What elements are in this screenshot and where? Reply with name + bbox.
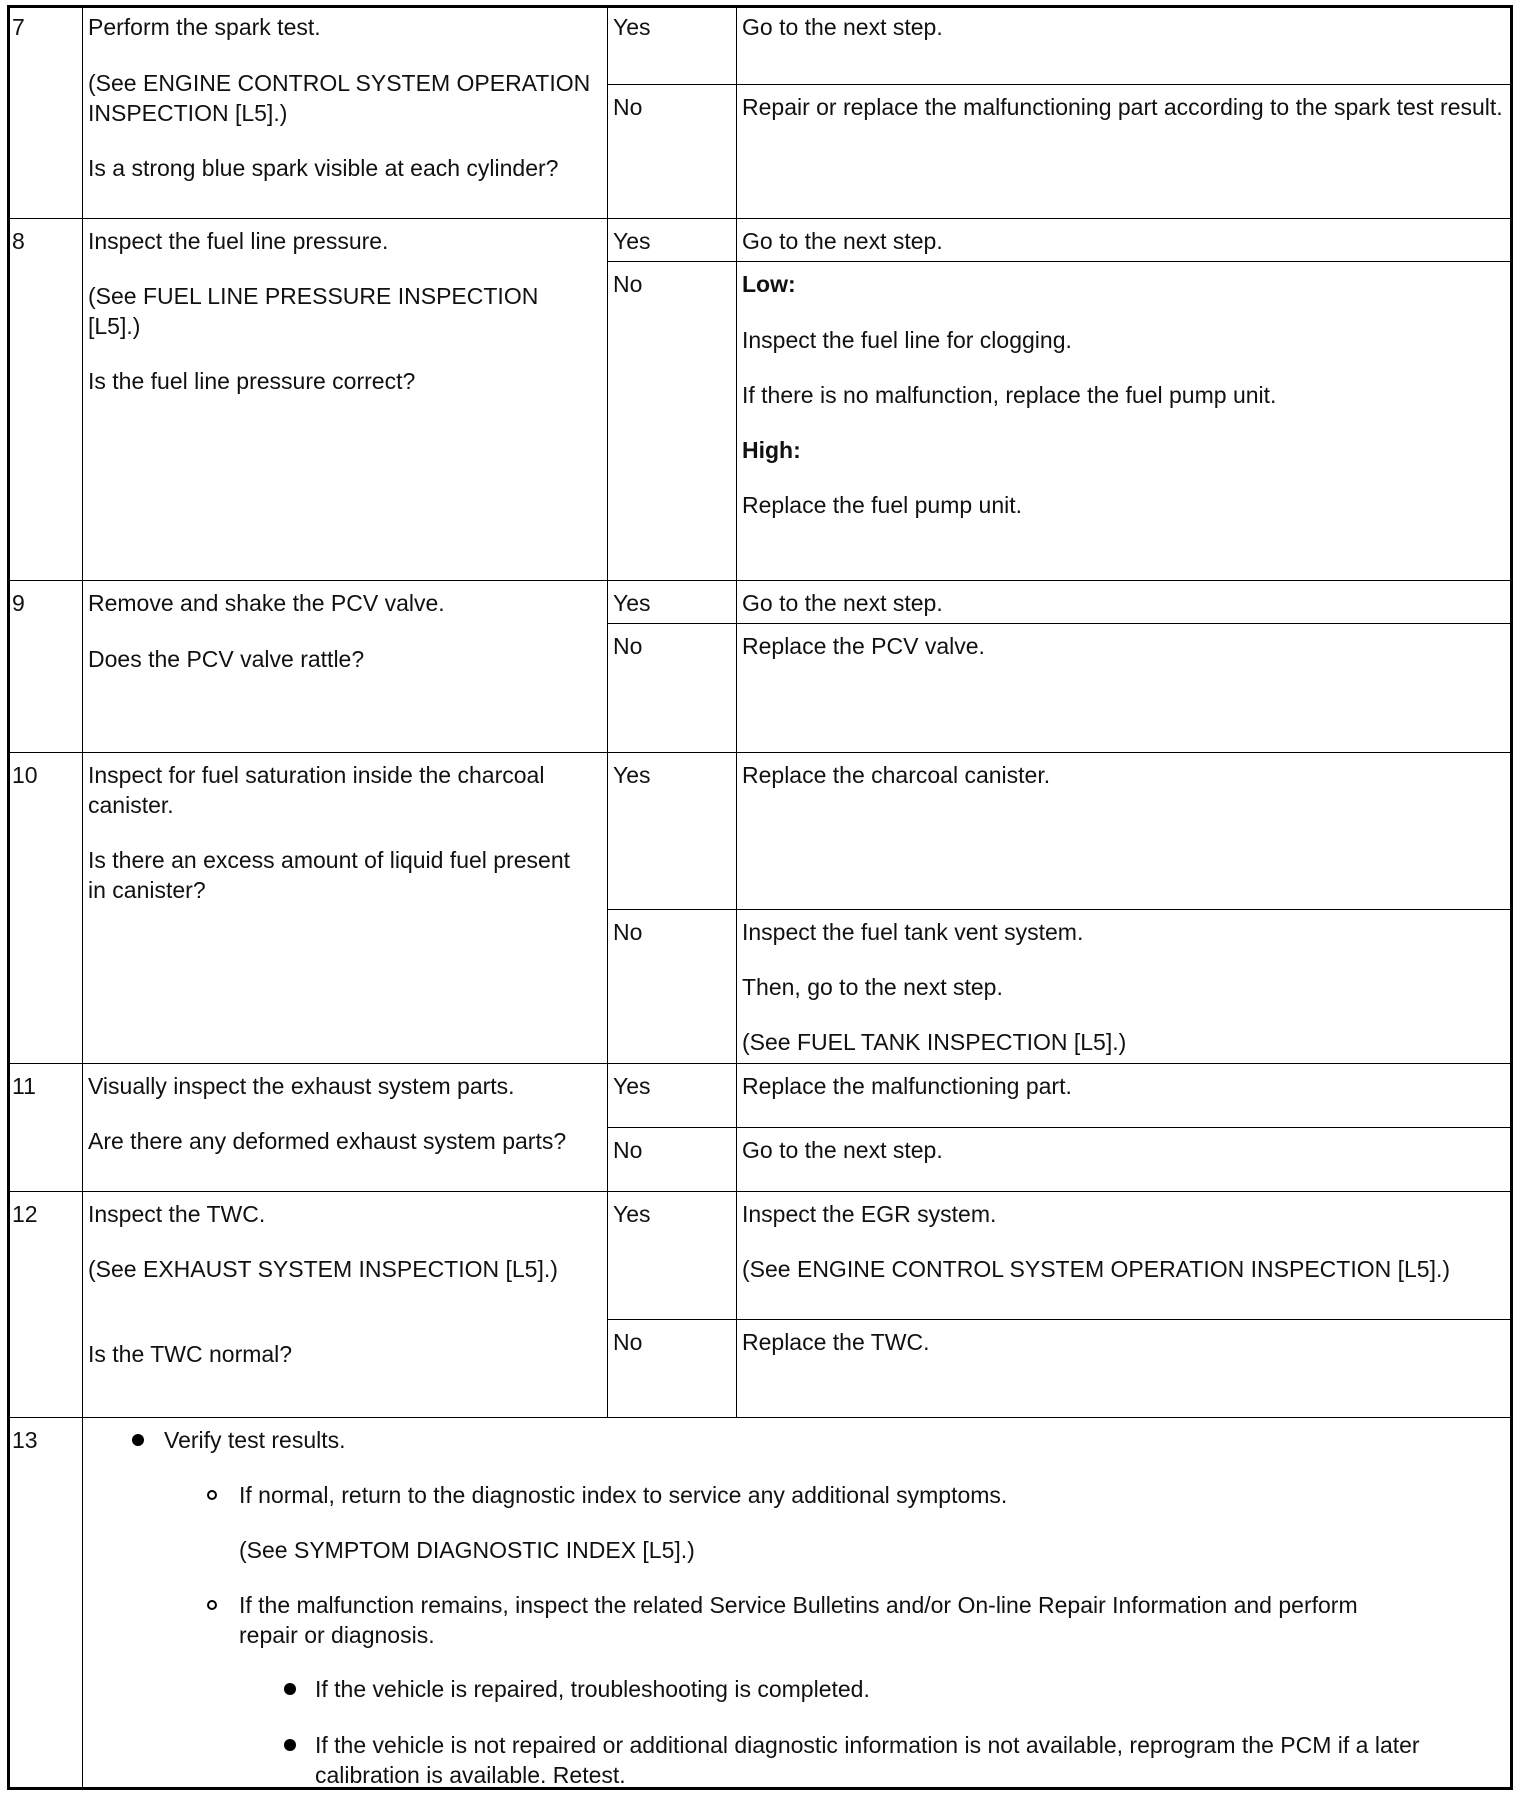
yes-no-divider	[607, 261, 1513, 262]
row-divider	[7, 1063, 1513, 1064]
bullet-icon	[132, 1434, 144, 1446]
step-question: Is the fuel line pressure correct?	[88, 368, 416, 394]
yes-label: Yes	[613, 1073, 651, 1099]
normal-text: If normal, return to the diagnostic index to service any additional symptoms.	[239, 1482, 1008, 1508]
low-heading: Low:	[742, 271, 796, 297]
step-number: 10	[12, 762, 38, 788]
no-result: Go to the next step.	[742, 1137, 943, 1163]
step-question: Is there an excess amount of liquid fuel present in canister?	[88, 847, 571, 903]
yes-result: (See ENGINE CONTROL SYSTEM OPERATION INSPECTION [L5].)	[742, 1256, 1451, 1282]
step-number: 13	[12, 1427, 38, 1453]
remains-text: If the malfunction remains, inspect the related Service Bulletins and/or On-line Repair Information and perform repair or diagnosis.	[239, 1592, 1358, 1648]
row-divider	[7, 580, 1513, 581]
row-divider	[7, 218, 1513, 219]
normal-reference: (See SYMPTOM DIAGNOSTIC INDEX [L5].)	[239, 1537, 695, 1563]
bullet-icon	[284, 1739, 296, 1751]
bullet-icon	[284, 1683, 296, 1695]
yes-label: Yes	[613, 590, 651, 616]
step-reference: (See ENGINE CONTROL SYSTEM OPERATION INSPECTION [L5].)	[88, 70, 591, 126]
step-number: 9	[12, 590, 25, 616]
yes-label: Yes	[613, 1201, 651, 1227]
no-label: No	[613, 1329, 643, 1355]
step-number: 8	[12, 228, 25, 254]
step-action: Perform the spark test.	[88, 14, 321, 40]
no-label: No	[613, 919, 643, 945]
yes-label: Yes	[613, 228, 651, 254]
yes-result: Replace the charcoal canister.	[742, 762, 1051, 788]
no-result: If there is no malfunction, replace the fuel pump unit.	[742, 382, 1277, 408]
step-action: Inspect for fuel saturation inside the charcoal canister.	[88, 762, 545, 818]
no-result: Inspect the fuel line for clogging.	[742, 327, 1072, 353]
no-label: No	[613, 271, 643, 297]
step-question: Are there any deformed exhaust system parts?	[88, 1128, 567, 1154]
column-divider	[607, 5, 608, 1417]
step-number: 11	[12, 1073, 36, 1099]
yes-result: Replace the malfunctioning part.	[742, 1073, 1072, 1099]
step-question: Is a strong blue spark visible at each cylinder?	[88, 155, 559, 181]
yes-no-divider	[607, 1319, 1513, 1320]
row-divider	[7, 752, 1513, 753]
repaired-text: If the vehicle is repaired, troubleshooting is completed.	[315, 1676, 870, 1702]
no-result: Replace the TWC.	[742, 1329, 930, 1355]
row-divider	[7, 1417, 1513, 1418]
no-result: Then, go to the next step.	[742, 974, 1003, 1000]
step-action: Inspect the TWC.	[88, 1201, 266, 1227]
yes-result: Inspect the EGR system.	[742, 1201, 997, 1227]
yes-no-divider	[607, 1127, 1513, 1128]
step-reference: (See EXHAUST SYSTEM INSPECTION [L5].)	[88, 1256, 558, 1282]
yes-no-divider	[607, 623, 1513, 624]
yes-result: Go to the next step.	[742, 14, 943, 40]
column-divider	[82, 5, 83, 1790]
verify-text: Verify test results.	[164, 1427, 346, 1453]
high-heading: High:	[742, 437, 801, 463]
step-action: Visually inspect the exhaust system parts.	[88, 1073, 515, 1099]
column-divider	[736, 5, 737, 1417]
yes-label: Yes	[613, 762, 651, 788]
step-question: Is the TWC normal?	[88, 1341, 293, 1367]
yes-no-divider	[607, 84, 1513, 85]
yes-label: Yes	[613, 14, 651, 40]
step-number: 12	[12, 1201, 38, 1227]
no-result: Repair or replace the malfunctioning part according to the spark test result.	[742, 94, 1503, 120]
step-action: Remove and shake the PCV valve.	[88, 590, 445, 616]
circle-bullet-icon	[207, 1490, 217, 1500]
no-result: Replace the fuel pump unit.	[742, 492, 1023, 518]
step-action: Inspect the fuel line pressure.	[88, 228, 389, 254]
circle-bullet-icon	[207, 1600, 217, 1610]
no-result: Inspect the fuel tank vent system.	[742, 919, 1084, 945]
yes-result: Go to the next step.	[742, 228, 943, 254]
no-label: No	[613, 633, 643, 659]
no-result: Replace the PCV valve.	[742, 633, 985, 659]
no-label: No	[613, 94, 643, 120]
not-repaired-text: If the vehicle is not repaired or additional diagnostic information is not available, reprogram the PCM if a later calibration is available. Retest.	[315, 1732, 1420, 1788]
yes-result: Go to the next step.	[742, 590, 943, 616]
step-reference: (See FUEL LINE PRESSURE INSPECTION [L5].)	[88, 283, 539, 339]
step-number: 7	[12, 14, 25, 40]
no-label: No	[613, 1137, 643, 1163]
row-divider	[7, 1191, 1513, 1192]
step-question: Does the PCV valve rattle?	[88, 646, 365, 672]
yes-no-divider	[607, 909, 1513, 910]
no-result: (See FUEL TANK INSPECTION [L5].)	[742, 1029, 1127, 1055]
